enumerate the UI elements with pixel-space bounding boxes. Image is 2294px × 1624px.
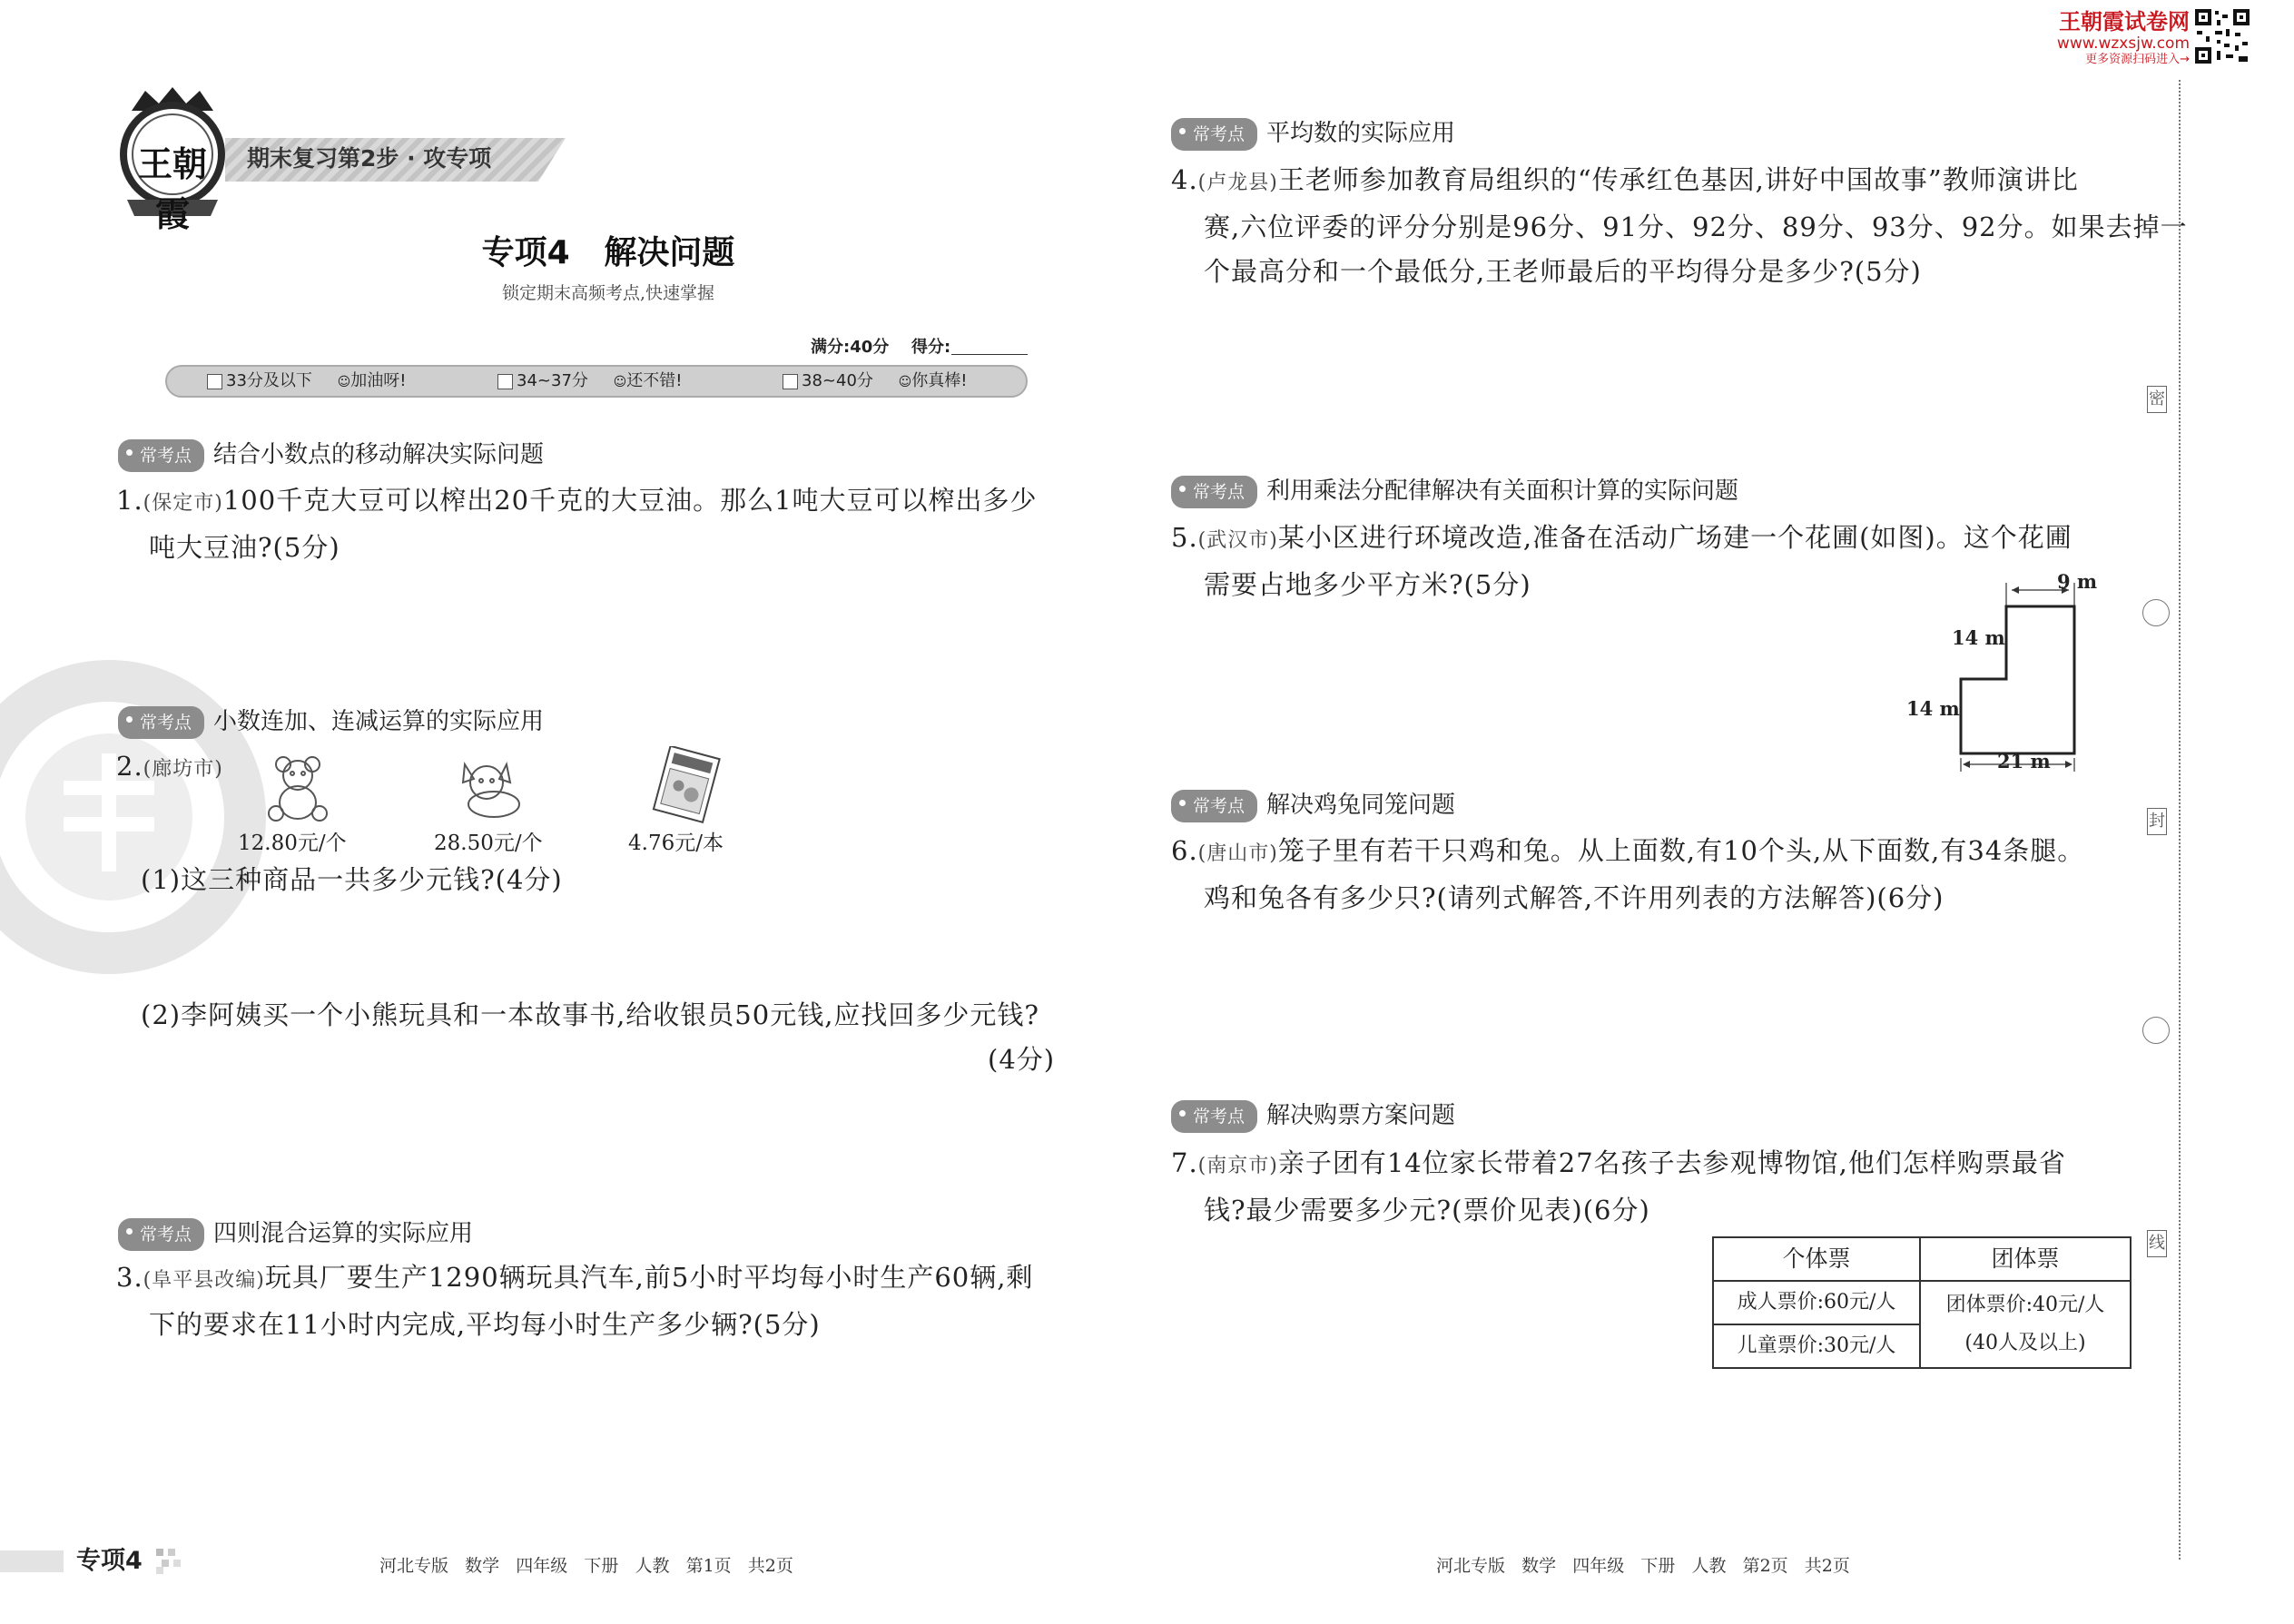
question-source: (武汉市) [1197,529,1278,552]
page-subtitle: 锁定期末高频考点,快速掌握 [501,283,715,303]
question-line: 需要占地多少平方米?(5分) [1204,569,1531,600]
question-text: 王老师参加教育局组织的“传承红色基因,讲好中国故事”教师演讲比 [1277,164,2079,195]
footer-bar [0,1550,64,1572]
question-number: 1. [116,485,143,516]
knowledge-point-5 [1171,476,1738,508]
binding-label-mi: 密 [2147,386,2167,413]
knowledge-point-title: 平均数的实际应用 [1266,120,1456,147]
site-url: www.wzxsjw.com [2056,34,2190,53]
knowledge-point-title: 解决鸡兔同笼问题 [1266,792,1456,819]
knowledge-point-1 [118,439,544,472]
qr-code-icon [2193,7,2251,65]
storybook-icon [646,746,728,824]
question-line: 个最高分和一个最低分,王老师最后的平均得分是多少?(5分) [1204,256,1922,287]
tag-badge: 常考点 [118,439,204,472]
question-source: (卢龙县) [1197,172,1278,194]
tag-badge: 常考点 [118,706,204,739]
question-number: 3. [116,1262,143,1293]
question-line [1171,516,2151,563]
table-cell: 儿童票价:30元/人 [1713,1324,1920,1368]
binding-hole-icon [2142,599,2170,626]
score-label: 得分: [911,338,951,357]
question-number: 5. [1171,522,1198,553]
question-4 [1171,158,2188,294]
score-option-mid[interactable] [497,369,682,394]
question-line: 鸡和兔各有多少只?(请列式解答,不许用列表的方法解答)(6分) [1204,882,1944,913]
question-7 [1171,1141,2151,1233]
knowledge-point-4 [1171,118,1455,151]
knowledge-point-title: 解决购票方案问题 [1266,1102,1456,1129]
binding-hole-icon [2142,1017,2170,1044]
smile-icon: ☺ [613,375,627,389]
question-line [116,1255,1078,1303]
checkbox[interactable] [783,374,798,389]
score-blank[interactable] [951,354,1028,355]
checkbox[interactable] [207,374,222,389]
score-comment: 加油呀! [350,371,407,390]
page-title: 专项4 解决问题 [481,234,735,271]
question-text: 亲子团有14位家长带着27名孩子去参观博物馆,他们怎样购票最省 [1277,1147,2066,1178]
knowledge-point-7 [1171,1100,1455,1133]
table-header: 团体票 [1920,1237,2131,1281]
dim-label-lower: 14 m [1906,697,1960,720]
logo-text: 王朝霞 [137,143,207,234]
binding-label-xian: 线 [2147,1230,2167,1257]
smile-icon: ☺ [337,375,351,389]
step-banner-label: 期末复习第2步 · 攻专项 [247,145,492,172]
footer-badge: 专项4 [76,1547,143,1575]
knowledge-point-title: 四则混合运算的实际应用 [213,1220,474,1247]
dog-toy-icon [454,755,527,821]
knowledge-point-6 [1171,790,1455,822]
question-3 [116,1255,1078,1347]
checkbox[interactable] [497,374,513,389]
tag-badge: 常考点 [118,1218,204,1251]
price-label-dog: 28.50元/个 [434,832,543,855]
binding-label-feng: 封 [2147,808,2167,835]
score-range: 38~40分 [802,371,873,390]
question-text: 玩具厂要生产1290辆玩具汽车,前5小时平均每小时生产60辆,剩 [264,1262,1034,1293]
question-line: 钱?最少需要多少元?(票价见表)(6分) [1204,1195,1650,1225]
teddy-bear-icon [263,752,336,824]
question-number: 4. [1171,164,1198,195]
question-line: 赛,六位评委的评分分别是96分、91分、92分、89分、93分、92分。如果去掉一 [1204,212,2188,242]
site-name: 王朝霞试卷网 [2059,9,2190,34]
watermark-seal-icon [0,635,272,999]
knowledge-point-title: 利用乘法分配律解决有关面积计算的实际问题 [1266,477,1739,505]
question-number: 6. [1171,835,1198,866]
knowledge-point-title: 结合小数点的移动解决实际问题 [213,441,545,468]
question-source: (唐山市) [1197,842,1278,865]
score-range: 33分及以下 [226,371,312,390]
question-1 [116,478,1078,570]
dim-label-upper: 14 m [1952,626,2005,649]
score-comment: 还不错! [626,371,683,390]
question-6 [1171,829,2151,920]
question-source: (保定市) [143,492,223,515]
smile-icon: ☺ [898,375,912,389]
table-cell [1920,1281,2131,1368]
footer-info-left: 河北专版 数学 四年级 下册 人教 第1页 共2页 [379,1556,793,1576]
score-range: 34~37分 [517,371,588,390]
site-brand [2026,9,2190,67]
ticket-price-table [1712,1236,2132,1369]
footer-info-right: 河北专版 数学 四年级 下册 人教 第2页 共2页 [1436,1556,1850,1576]
question-source: (南京市) [1197,1155,1278,1177]
knowledge-point-3 [118,1218,473,1251]
table-row [1713,1237,2131,1281]
dim-label-top: 9 m [2057,570,2098,593]
score-option-high[interactable] [783,369,967,394]
question-line [116,478,1078,526]
question-line: 下的要求在11小时内完成,平均每小时生产多少辆?(5分) [149,1309,821,1340]
footer-pattern-icon [156,1549,187,1574]
group-price: 团体票价:40元/人 [1945,1294,2105,1316]
site-hint: 更多资源扫码进入→ [2085,53,2190,66]
question-line [1171,829,2151,876]
question-source: (廊坊市) [143,758,223,781]
table-row [1713,1281,2131,1324]
knowledge-point-title: 小数连加、连减运算的实际应用 [213,708,545,735]
question-line [1171,158,2151,205]
question-text: 某小区进行环境改造,准备在活动广场建一个花圃(如图)。这个花圃 [1277,522,2072,553]
knowledge-point-2 [118,706,544,739]
binding-dotted-line [2179,80,2181,1560]
question-number: 2. [116,751,143,782]
price-label-book: 4.76元/本 [628,832,724,855]
dim-label-bottom: 21 m [1997,750,2051,773]
table-cell: 成人票价:60元/人 [1713,1281,1920,1324]
question-line: 吨大豆油?(5分) [149,532,340,563]
score-comment: 你真棒! [911,371,968,390]
full-score: 满分:40分 [811,338,890,357]
group-note: (40人及以上) [1964,1332,2086,1354]
tag-badge: 常考点 [1171,476,1257,508]
question-2-sub2-score: (4分) [988,1044,1056,1075]
question-line [1171,1141,2151,1188]
question-source: (阜平县改编) [143,1269,265,1292]
tag-badge: 常考点 [1171,790,1257,822]
table-header: 个体票 [1713,1237,1920,1281]
question-2-sub2: (2)李阿姨买一个小熊玩具和一本故事书,给收银员50元钱,应找回多少元钱? [141,999,1039,1030]
question-2-header [116,744,223,792]
question-number: 7. [1171,1147,1198,1178]
question-text: 笼子里有若干只鸡和兔。从上面数,有10个头,从下面数,有34条腿。 [1277,835,2085,866]
question-2-sub1: (1)这三种商品一共多少元钱?(4分) [141,864,563,895]
tag-badge: 常考点 [1171,118,1257,151]
score-option-low[interactable] [207,369,406,394]
question-text: 100千克大豆可以榨出20千克的大豆油。那么1吨大豆可以榨出多少 [222,485,1038,516]
price-label-bear: 12.80元/个 [238,832,347,855]
tag-badge: 常考点 [1171,1100,1257,1133]
